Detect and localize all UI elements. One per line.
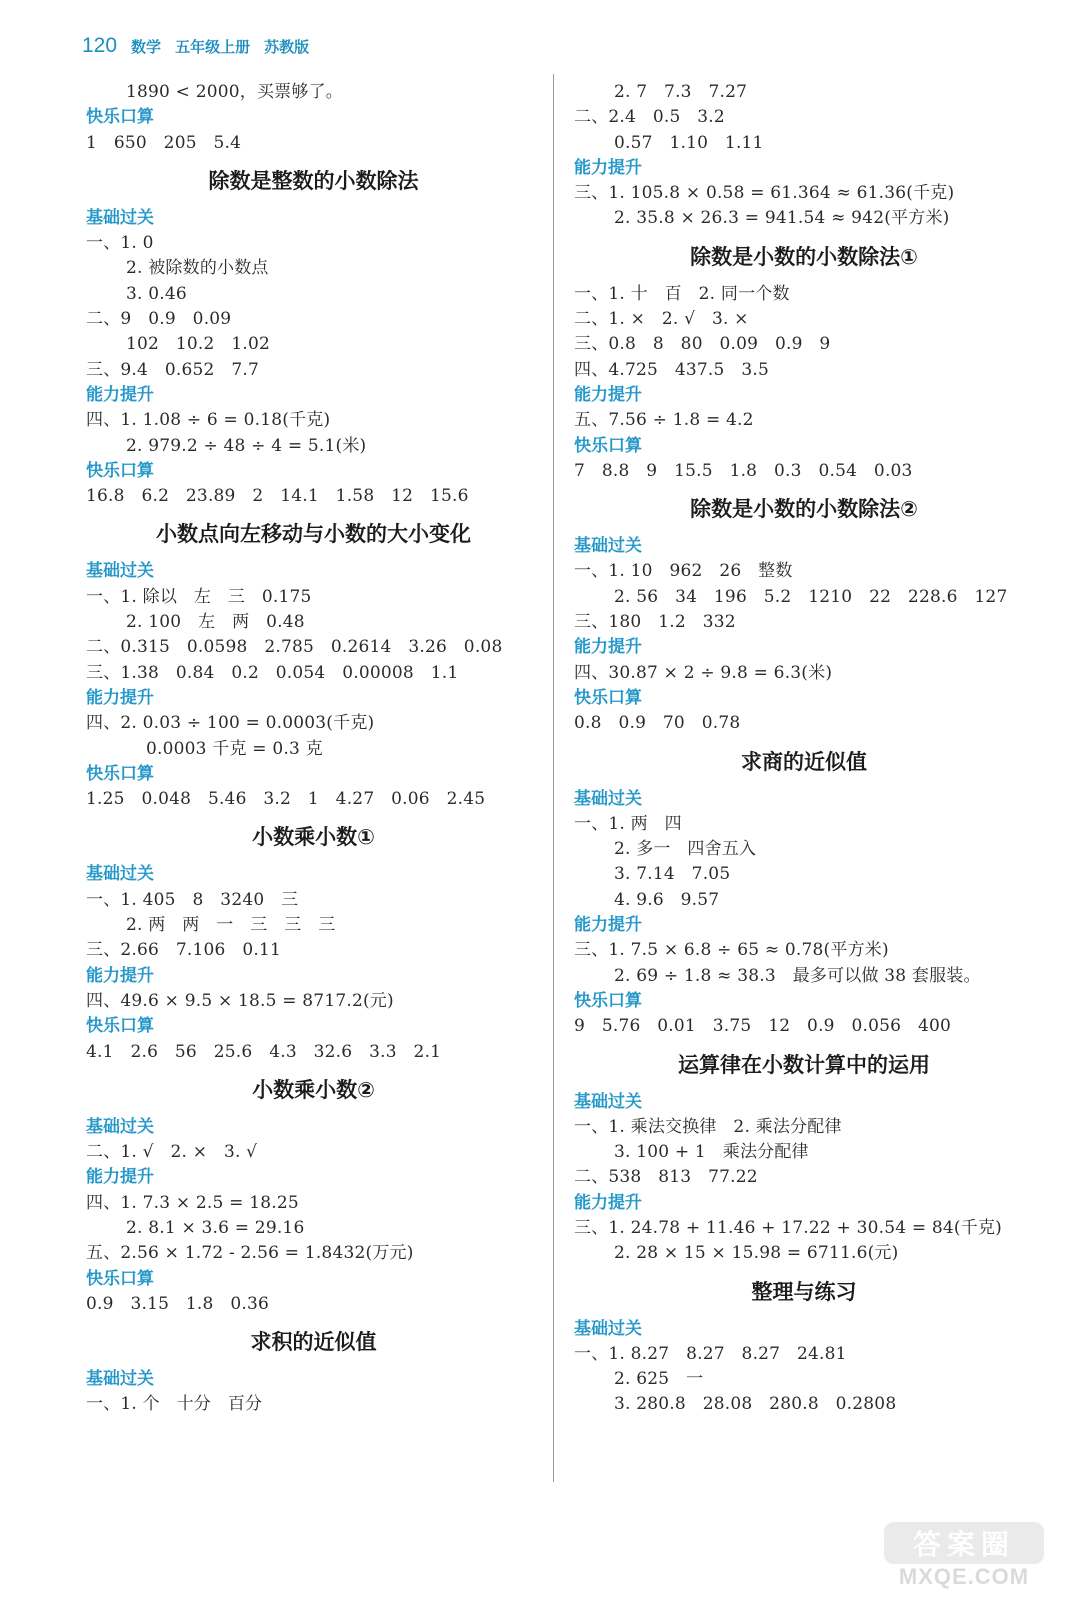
subsection-heading: 基础过关 (574, 1318, 642, 1339)
watermark (884, 1522, 1044, 1590)
subsection-heading: 能力提升 (574, 157, 642, 178)
answer-line: 二、538 813 77.22 (574, 1167, 758, 1188)
answer-line: 二、9 0.9 0.09 (86, 309, 232, 330)
subsection-heading: 能力提升 (86, 384, 154, 405)
left-column (86, 80, 541, 1418)
answer-line: 2. 8.1 × 3.6 = 29.16 (126, 1217, 305, 1238)
answer-line: 一、1. 0 (86, 233, 154, 254)
column-divider (553, 74, 554, 1482)
answer-line: 二、1. √ 2. × 3. √ (86, 1142, 258, 1163)
answer-line: 二、1. × 2. √ 3. × (574, 309, 749, 330)
subsection-heading: 基础过关 (574, 536, 642, 557)
subsection-heading: 能力提升 (574, 637, 642, 658)
section-title: 小数乘小数② (252, 1077, 375, 1102)
answer-line: 五、2.56 × 1.72 - 2.56 = 1.8432(万元) (86, 1243, 414, 1264)
page-header (82, 34, 309, 64)
answer-line: 0.0003 千克 = 0.3 克 (146, 738, 323, 759)
answer-line: 1.25 0.048 5.46 3.2 1 4.27 0.06 2.45 (86, 789, 486, 810)
subsection-heading: 基础过关 (86, 864, 154, 885)
header-subject: 数学 (131, 38, 162, 56)
answer-line: 三、1. 105.8 × 0.58 = 61.364 ≈ 61.36(千克) (574, 183, 955, 204)
subsection-heading: 快乐口算 (86, 1268, 154, 1289)
answer-line: 7 8.8 9 15.5 1.8 0.3 0.54 0.03 (574, 460, 913, 481)
answer-line: 1 650 205 5.4 (86, 132, 242, 153)
subsection-heading: 能力提升 (86, 687, 154, 708)
answer-line: 三、1.38 0.84 0.2 0.054 0.00008 1.1 (86, 662, 459, 683)
answer-line: 2. 56 34 196 5.2 1210 22 228.6 127 (614, 586, 1008, 607)
watermark-logo: 答案圈 (884, 1522, 1044, 1564)
section-title: 除数是小数的小数除法① (690, 244, 918, 269)
answer-line: 16.8 6.2 23.89 2 14.1 1.58 12 15.6 (86, 486, 469, 507)
section-title: 求积的近似值 (250, 1330, 377, 1355)
answer-line: 2. 979.2 ÷ 48 ÷ 4 = 5.1(米) (126, 435, 367, 456)
answer-line: 四、49.6 × 9.5 × 18.5 = 8717.2(元) (86, 990, 394, 1011)
answer-line: 一、1. 除以 左 三 0.175 (86, 586, 312, 607)
answer-line: 2. 625 一 (614, 1369, 704, 1390)
answer-line: 四、30.87 × 2 ÷ 9.8 = 6.3(米) (574, 662, 833, 683)
answer-line: 2. 100 左 两 0.48 (126, 612, 305, 633)
answer-line: 一、1. 两 四 (574, 813, 682, 834)
subsection-heading: 基础过关 (86, 561, 154, 582)
section-title: 小数点向左移动与小数的大小变化 (156, 522, 471, 547)
answer-line: 一、1. 十 百 2. 同一个数 (574, 283, 790, 304)
section-title: 运算律在小数计算中的运用 (678, 1052, 930, 1077)
subsection-heading: 能力提升 (86, 1167, 154, 1188)
answer-line: 五、7.56 ÷ 1.8 = 4.2 (574, 410, 754, 431)
answer-line: 2. 69 ÷ 1.8 ≈ 38.3 最多可以做 38 套服装。 (614, 965, 981, 986)
subsection-heading: 快乐口算 (86, 763, 154, 784)
section-title: 求商的近似值 (741, 749, 867, 774)
answer-line: 1890 < 2000，买票够了。 (126, 82, 343, 102)
answer-line: 四、2. 0.03 ÷ 100 = 0.0003(千克) (86, 713, 375, 734)
subsection-heading: 基础过关 (86, 207, 154, 228)
subsection-heading: 基础过关 (574, 1091, 642, 1112)
answer-line: 一、1. 个 十分 百分 (86, 1394, 263, 1415)
answer-line: 102 10.2 1.02 (126, 334, 270, 355)
page-number: 120 (82, 34, 118, 57)
answer-line: 2. 7 7.3 7.27 (614, 82, 748, 102)
answer-line: 三、0.8 8 80 0.09 0.9 9 (574, 334, 831, 355)
answer-line: 2. 28 × 15 × 15.98 = 6711.6(元) (614, 1243, 899, 1264)
answer-line: 三、2.66 7.106 0.11 (86, 940, 281, 961)
answer-line: 三、180 1.2 332 (574, 612, 736, 633)
answer-line: 一、1. 8.27 8.27 8.27 24.81 (574, 1343, 847, 1364)
answer-line: 0.9 3.15 1.8 0.36 (86, 1293, 270, 1314)
subsection-heading: 能力提升 (574, 1192, 642, 1213)
answer-line: 三、9.4 0.652 7.7 (86, 359, 259, 380)
subsection-heading: 基础过关 (574, 788, 642, 809)
answer-line: 2. 被除数的小数点 (126, 258, 269, 279)
answer-line: 4. 9.6 9.57 (614, 889, 720, 910)
answer-line: 3. 280.8 28.08 280.8 0.2808 (614, 1394, 897, 1415)
answer-line: 0.8 0.9 70 0.78 (574, 713, 741, 734)
answer-line: 3. 7.14 7.05 (614, 864, 731, 885)
subsection-heading: 基础过关 (86, 1369, 154, 1390)
subsection-heading: 快乐口算 (86, 107, 154, 128)
subsection-heading: 快乐口算 (574, 435, 642, 456)
answer-line: 一、1. 405 8 3240 三 (86, 889, 299, 910)
answer-line: 3. 0.46 (126, 283, 187, 304)
watermark-url: MXQE.COM (898, 1564, 1030, 1589)
answer-line: 0.57 1.10 1.11 (614, 132, 764, 153)
subsection-heading: 能力提升 (574, 915, 642, 936)
answer-line: 二、0.315 0.0598 2.785 0.2614 3.26 0.08 (86, 637, 503, 658)
section-title: 除数是小数的小数除法② (690, 497, 918, 522)
answer-line: 2. 多一 四舍五入 (614, 839, 757, 860)
answer-line: 4.1 2.6 56 25.6 4.3 32.6 3.3 2.1 (86, 1041, 442, 1062)
answer-line: 一、1. 乘法交换律 2. 乘法分配律 (574, 1116, 842, 1137)
answer-line: 一、1. 10 962 26 整数 (574, 561, 793, 582)
answer-line: 3. 100 + 1 乘法分配律 (614, 1142, 809, 1163)
answer-line: 四、1. 7.3 × 2.5 = 18.25 (86, 1192, 299, 1213)
subsection-heading: 基础过关 (86, 1116, 154, 1137)
answer-line: 2. 两 两 一 三 三 三 (126, 915, 336, 936)
answer-line: 三、1. 24.78 + 11.46 + 17.22 + 30.54 = 84(千克) (574, 1217, 1002, 1238)
subsection-heading: 快乐口算 (574, 687, 642, 708)
answer-line: 三、1. 7.5 × 6.8 ÷ 65 ≈ 0.78(平方米) (574, 940, 889, 961)
answer-line: 四、1. 1.08 ÷ 6 = 0.18(千克) (86, 410, 331, 431)
answer-line: 四、4.725 437.5 3.5 (574, 359, 769, 380)
subsection-heading: 快乐口算 (86, 460, 154, 481)
answer-line: 9 5.76 0.01 3.75 12 0.9 0.056 400 (574, 1016, 952, 1037)
section-title: 整理与练习 (751, 1279, 857, 1304)
subsection-heading: 能力提升 (86, 965, 154, 986)
subsection-heading: 快乐口算 (574, 990, 642, 1011)
section-title: 小数乘小数① (252, 825, 375, 850)
header-edition: 苏教版 (264, 38, 310, 56)
header-grade: 五年级上册 (175, 38, 251, 56)
answer-line: 2. 35.8 × 26.3 = 941.54 ≈ 942(平方米) (614, 208, 950, 229)
section-title: 除数是整数的小数除法 (208, 168, 419, 193)
subsection-heading: 能力提升 (574, 384, 642, 405)
subsection-heading: 快乐口算 (86, 1016, 154, 1037)
answer-line: 二、2.4 0.5 3.2 (574, 107, 725, 128)
right-column (574, 80, 1034, 1418)
